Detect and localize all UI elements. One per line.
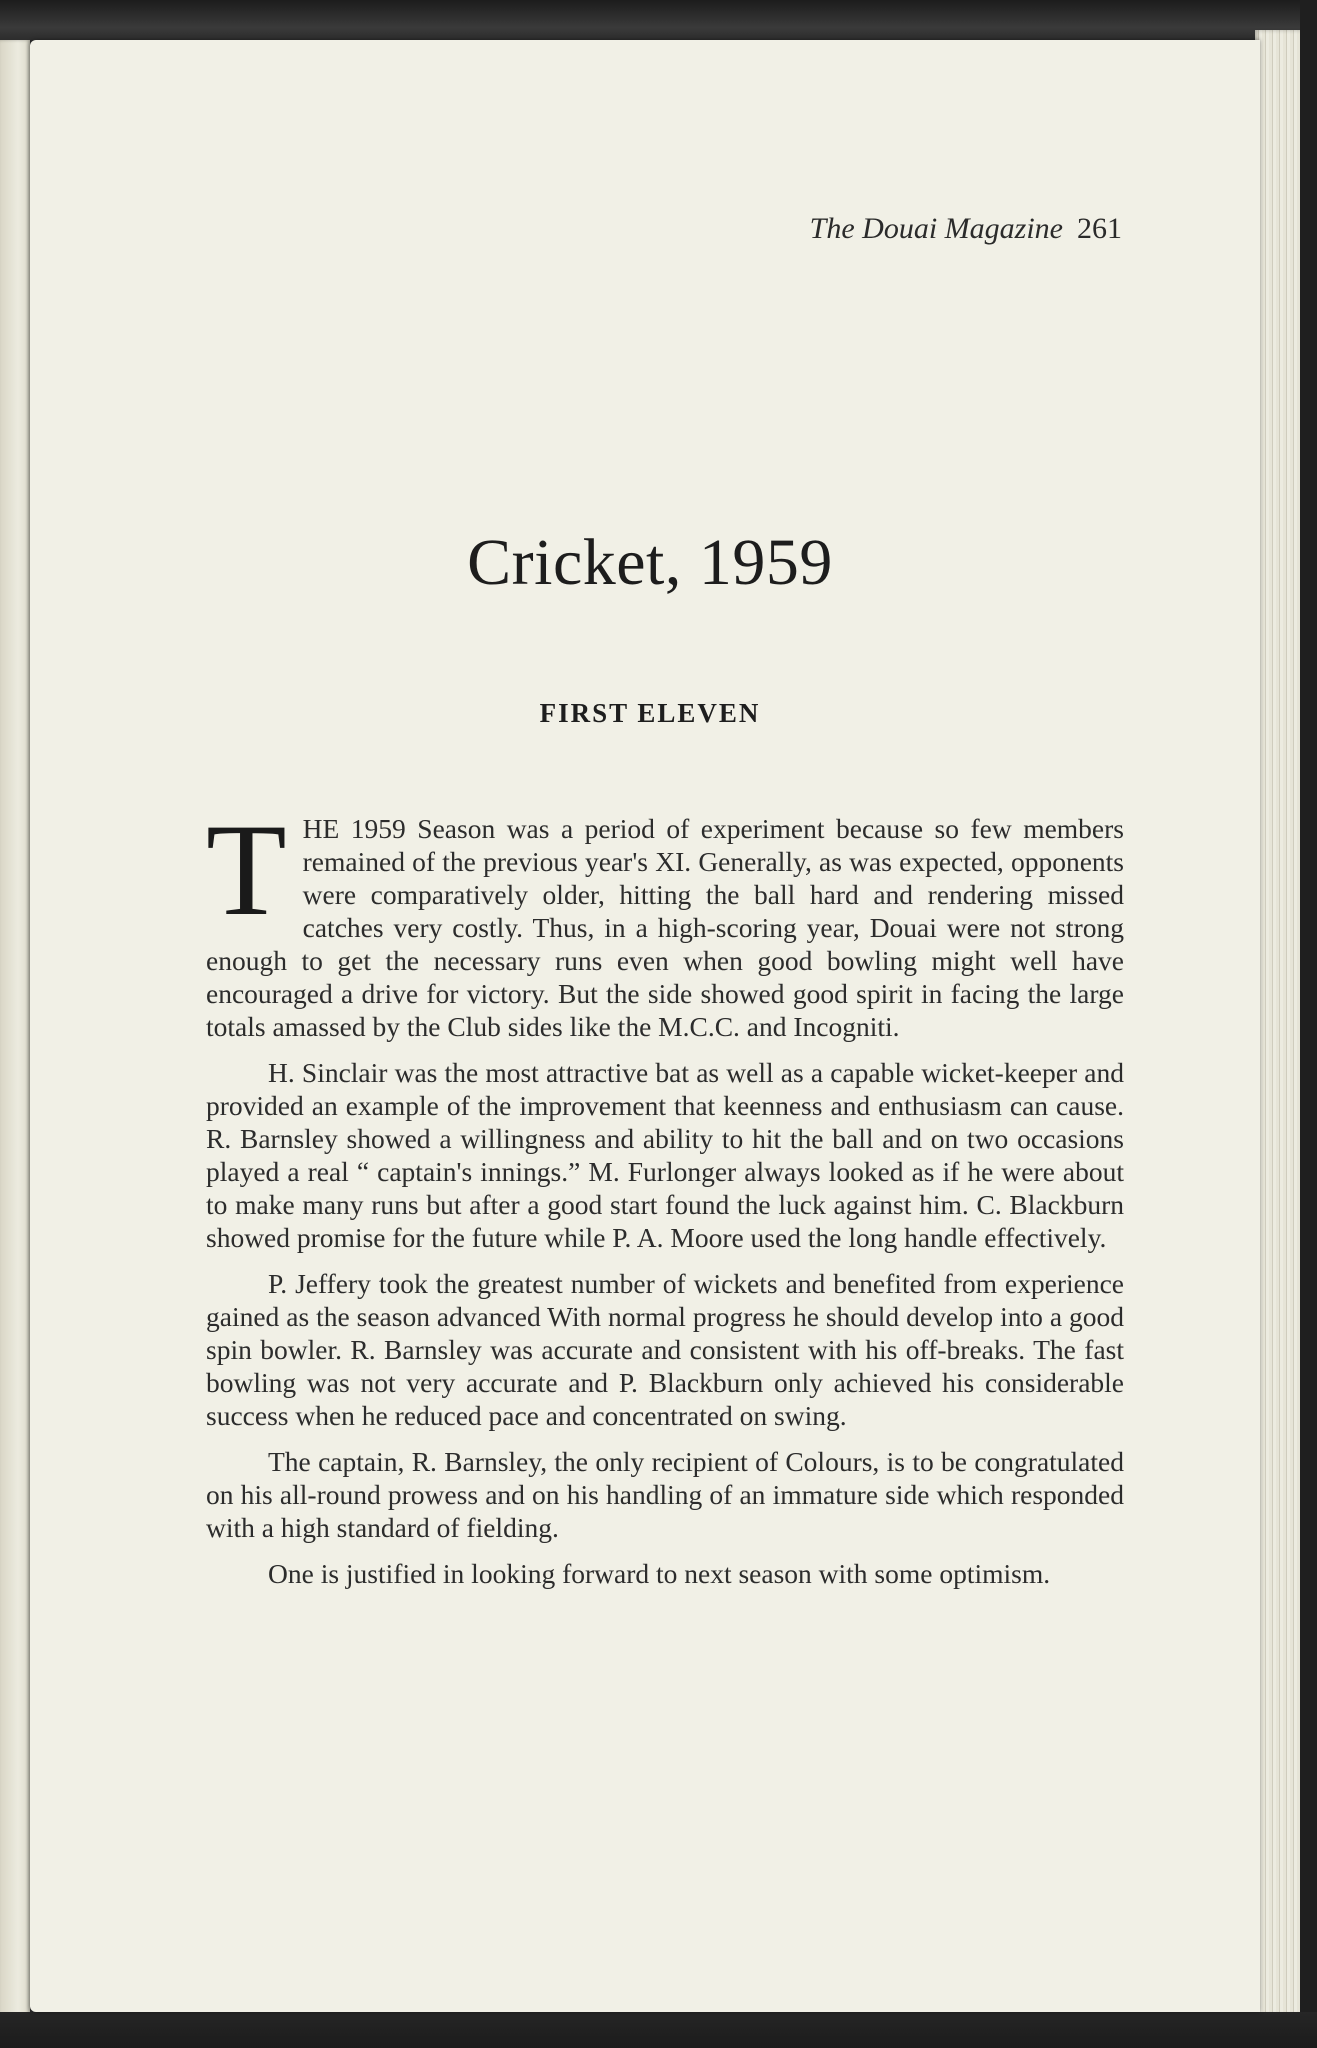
paragraph-4: The captain, R. Barnsley, the only recipient of Colours, is to be congratulated on his all-round prowess and on his handling of an immature side which responded with a high standard of fielding. xyxy=(206,1446,1124,1543)
paragraph-1 xyxy=(206,796,1124,1043)
page-stack-edge xyxy=(1255,30,1305,2015)
page-number: 261 xyxy=(1077,212,1122,245)
article-subtitle: FIRST ELEVEN xyxy=(539,698,761,728)
book-cover-bottom-edge xyxy=(0,2012,1317,2048)
drop-cap: T xyxy=(206,796,287,943)
paragraph-3: P. Jeffery took the greatest number of wickets and benefited from experience gained as the season advanced With normal progress he should develop into a good spin bowler. R. Barnsley was accurate and consistent with his off-breaks. The fast bowling was not very accurate and P. Blackburn only achieved his considerable success when he reduced pace and concentrated on swing. xyxy=(206,1268,1124,1431)
book-cover-right-edge xyxy=(1300,0,1317,2048)
previous-page-edge xyxy=(0,40,30,2018)
magazine-name: The Douai Magazine xyxy=(809,212,1063,245)
article-title: Cricket, 1959 xyxy=(467,526,833,599)
paragraph-5: One is justified in looking forward to next season with some optimism. xyxy=(268,1558,1051,1589)
article-body xyxy=(206,796,1124,1603)
running-head xyxy=(700,212,1122,252)
paragraph-2: H. Sinclair was the most attractive bat as well as a capable wicket-keeper and provided an example of the improvement that keenness and enthusiasm can cause. R. Barnsley showed a willingness and ability to hit the ball and on two occasions played a real “ captain's innings.” M. Furlonger always looked as if he were about to make many runs but after a good start found the luck against him. C. Blackburn showed promise for the future while P. A. Moore used the long handle effectively. xyxy=(206,1057,1124,1253)
paragraph-1-text: HE 1959 Season was a period of experiment because so few members remained of the previous year's XI. Generally, as was expected, opponents were comparatively older, hitting the ball hard and rendering missed catches very costly. Thus, in a high-scoring year, Douai were not strong enough to get the necessary runs even when good bowling might well have encouraged a drive for victory. But the side showed good spirit in facing the large totals amassed by the Club sides like the M.C.C. and Incogniti. xyxy=(206,813,1124,1042)
